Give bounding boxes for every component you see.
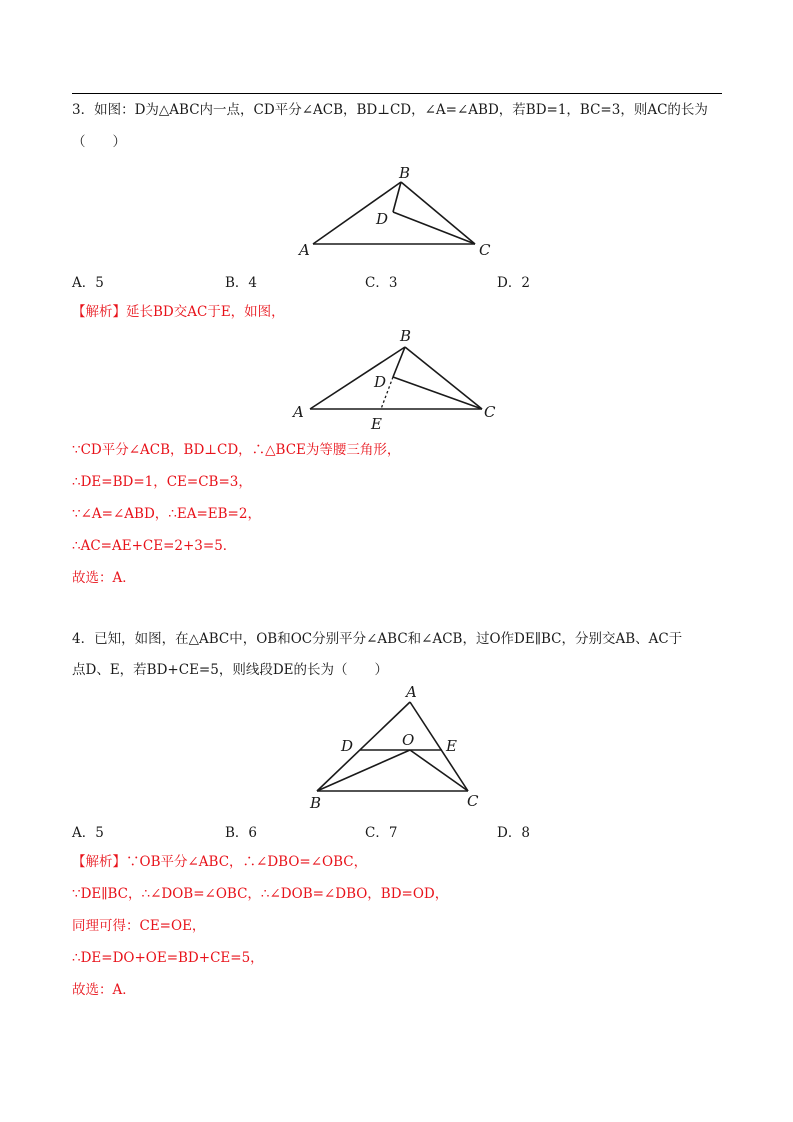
q3-step-4: ∴AC=AE+CE=2+3=5． <box>72 538 237 554</box>
q4-segment-ac <box>410 702 468 791</box>
q4-label-b: B <box>310 794 322 812</box>
q3-label-b: B <box>399 164 411 182</box>
q3-stem-line2: （ ） <box>72 134 126 150</box>
q3-step-1: ∵CD平分∠ACB，BD⊥CD，∴△BCE为等腰三角形， <box>72 442 401 458</box>
q3-step-3: ∵∠A=∠ABD，∴EA=EB=2， <box>72 506 261 522</box>
q3-option-d: D．2 <box>497 275 530 291</box>
q4-step-2: 同理可得：CE=OE， <box>72 918 206 934</box>
q3-option-a: A．5 <box>72 275 104 291</box>
q3-figure <box>295 160 505 260</box>
q3-option-b: B．4 <box>225 275 258 291</box>
q3-segment-dc <box>393 212 475 244</box>
q3s-label-e: E <box>371 415 382 433</box>
q3s-segment-bc <box>405 347 482 409</box>
q4-figure <box>305 682 495 812</box>
q4-label-d: D <box>341 737 354 755</box>
q3-segment-bc <box>401 182 475 244</box>
q4-solution-label: 【解析】 <box>72 854 126 870</box>
q4-label-e: E <box>446 737 457 755</box>
q4-segment-ob <box>317 750 410 791</box>
q3s-label-b: B <box>400 327 412 345</box>
q3-label-a: A <box>299 241 310 259</box>
q3s-label-c: C <box>484 403 496 421</box>
q3s-segment-dc <box>393 377 482 409</box>
q4-option-b: B．6 <box>225 825 258 841</box>
q4-stem-line2: 点D、E，若BD+CE=5，则线段DE的长为（ ） <box>72 662 388 678</box>
q3-option-c: C．3 <box>365 275 398 291</box>
q4-solution-head <box>72 853 367 871</box>
q3-solution-head <box>72 303 285 321</box>
q4-segment-ab <box>317 702 410 791</box>
q4-step-1: ∵DE∥BC，∴∠DOB=∠OBC，∴∠DOB=∠DBO，BD=OD， <box>72 886 449 902</box>
q4-step-4: 故选：A． <box>72 982 136 998</box>
q3s-segment-ab <box>310 347 405 409</box>
q4-option-d: D．8 <box>497 825 530 841</box>
q4-step-3: ∴DE=DO+OE=BD+CE=5， <box>72 950 264 966</box>
q3-stem-line1: 3．如图：D为△ABC内一点，CD平分∠ACB，BD⊥CD，∠A=∠ABD，若BD=1，BC=3，则AC的长为 <box>72 102 708 118</box>
q4-label-o: O <box>402 731 415 749</box>
q3-solution-label: 【解析】 <box>72 304 126 320</box>
q4-segment-oc <box>410 750 468 791</box>
q3-label-c: C <box>479 241 491 259</box>
q3-label-d: D <box>376 210 389 228</box>
q3-step-5: 故选：A． <box>72 570 136 586</box>
q4-label-a: A <box>406 683 417 701</box>
q4-stem-line1: 4．已知，如图，在△ABC中，OB和OC分别平分∠ABC和∠ACB，过O作DE∥BC，分别交AB、AC于 <box>72 631 683 647</box>
q3-solution-head-text: 延长BD交AC于E，如图， <box>126 304 285 320</box>
q4-option-c: C．7 <box>365 825 398 841</box>
header-rule <box>72 93 722 94</box>
q3-solution-figure <box>290 325 510 435</box>
q3-step-2: ∴DE=BD=1，CE=CB=3， <box>72 474 252 490</box>
q3s-label-d: D <box>374 373 387 391</box>
q3s-label-a: A <box>293 403 304 421</box>
q4-option-a: A．5 <box>72 825 104 841</box>
q4-solution-head-text: ∵OB平分∠ABC，∴∠DBO=∠OBC， <box>126 854 368 870</box>
q4-label-c: C <box>467 792 479 810</box>
